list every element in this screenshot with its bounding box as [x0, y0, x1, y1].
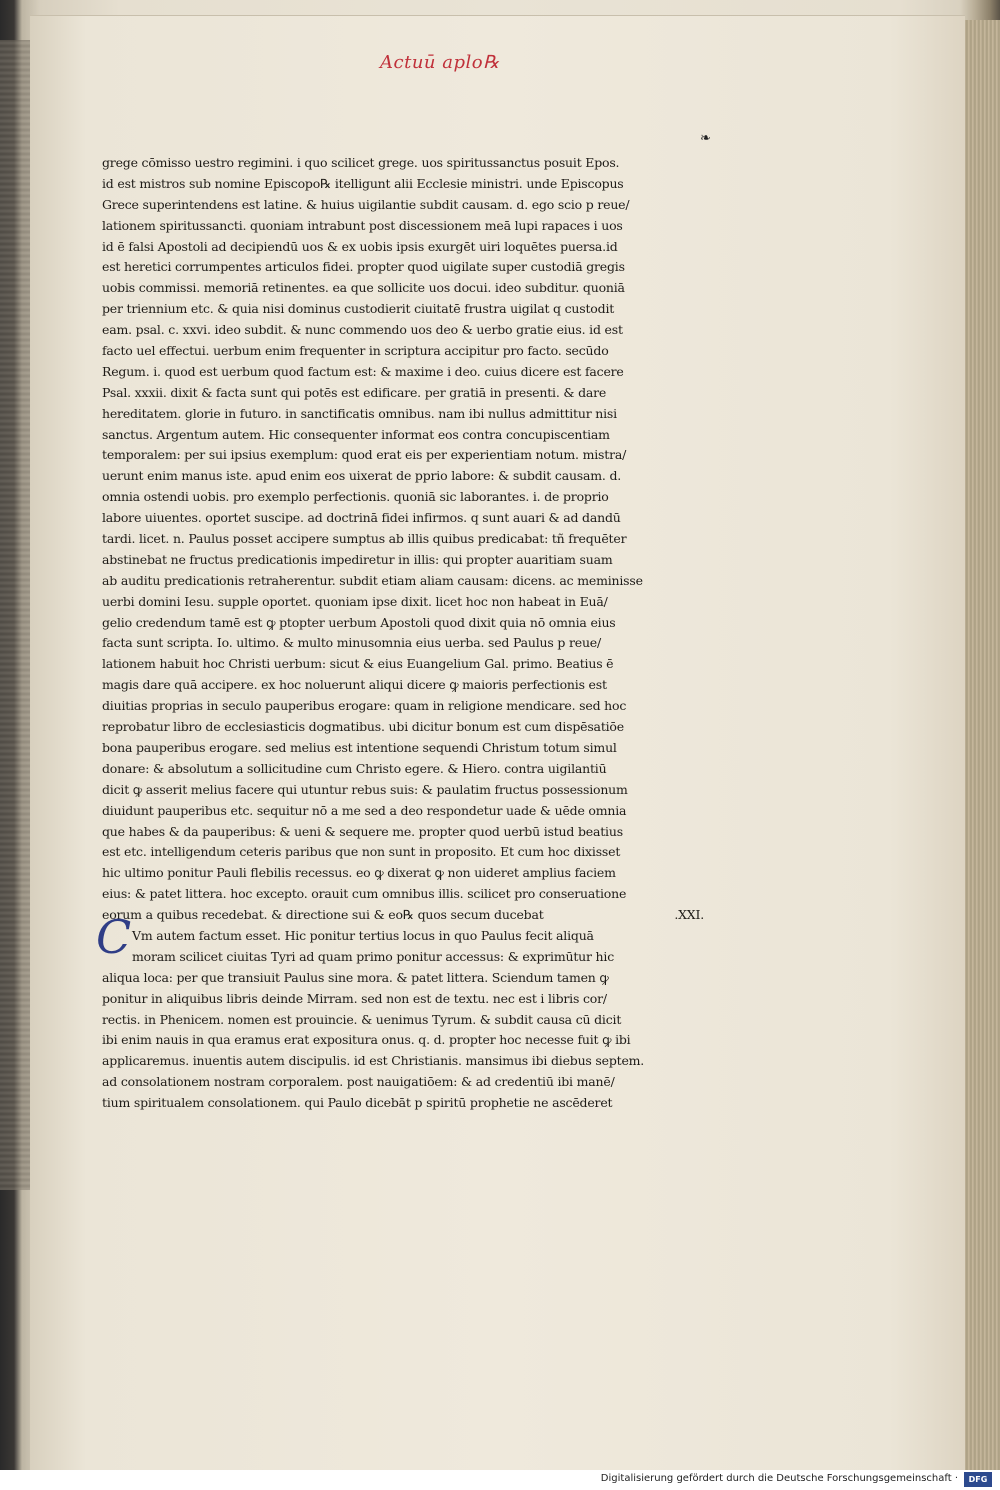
folio-mark: ❧: [700, 130, 711, 145]
text-line: abstinebat ne fructus predicationis impediretur in illis: qui propter auaritiam suam: [102, 551, 613, 567]
text-line: sanctus. Argentum autem. Hic consequenter informat eos contra concupiscentiam: [102, 426, 610, 442]
text-lines-after-chapter: [102, 926, 714, 1114]
text-line: labore uiuentes. oportet suscipe. ad doctrinā fidei infirmos. q sunt auari & ad dandū: [102, 510, 621, 526]
text-line: ad consolationem nostram corporalem. post nauigatiōem: & ad credentiū ibi manē/: [102, 1074, 615, 1090]
text-line: que habes & da pauperibus: & ueni & sequere me. propter quod uerbū istud beatius: [102, 823, 623, 839]
text-line: dicit ꝙ asserit melius facere qui utuntur rebus suis: & paulatim fructus possessionum: [102, 781, 628, 797]
text-line: per triennium etc. & quia nisi dominus custodierit ciuitatē frustra uigilat q custodit: [102, 301, 615, 317]
text-line: uerunt enim manus iste. apud enim eos uixerat de pprio labore: & subdit causam. d.: [102, 468, 622, 484]
text-line: hic ultimo ponitur Pauli flebilis recessus. eo ꝙ dixerat ꝙ non uideret amplius faciem: [102, 865, 616, 881]
text-line: omnia ostendi uobis. pro exemplo perfectionis. quoniā sic laborantes. i. de proprio: [102, 489, 609, 505]
chapter-line-text: eorum a quibus recedebat. & directione sui & eo℞ quos secum ducebat: [102, 907, 544, 923]
footer-credit: Digitalisierung gefördert durch die Deutsche Forschungsgemeinschaft ·: [600, 1473, 958, 1484]
text-line: Vm autem factum esset. Hic ponitur tertius locus in quo Paulus fecit aliquā: [132, 927, 594, 943]
text-line: Psal. xxxii. dixit & facta sunt qui potēs est edificare. per gratiā in presenti. & dare: [102, 384, 607, 400]
text-line: moram scilicet ciuitas Tyri ad quam primo ponitur accessus: & exprimūtur hic: [132, 948, 615, 964]
dfg-logo: DFG: [964, 1472, 992, 1487]
text-line: ab auditu predicationis retraherentur. subdit etiam aliam causam: dicens. ac meminisse: [102, 572, 643, 588]
text-line: facto uel effectui. uerbum enim frequenter in scriptura accipitur pro facto. secūdo: [102, 343, 609, 359]
text-lines-before-chapter: [102, 153, 714, 905]
text-line: aliqua loca: per que transiuit Paulus sine mora. & patet littera. Sciendum tamen ꝙ: [102, 969, 609, 985]
text-line: ibi enim nauis in qua eramus erat expositura onus. q. d. propter hoc necesse fuit ꝙ ibi: [102, 1032, 631, 1048]
text-line: reprobatur libro de ecclesiasticis dogmatibus. ubi dicitur bonum est cum dispēsatiōe: [102, 719, 624, 735]
chapter-number: .XXI.: [674, 907, 704, 923]
text-line: rectis. in Phenicem. nomen est prouincie. & uenimus Tyrum. & subdit causa cū dicit: [102, 1011, 622, 1027]
text-line: uobis commissi. memoriā retinentes. ea que sollicite uos docui. ideo subditur. quoniā: [102, 280, 625, 296]
text-line: est heretici corrumpentes articulos fidei. propter quod uigilate super custodiā gregis: [102, 259, 625, 275]
running-head: Actuū aplo℞: [380, 52, 500, 73]
text-line: applicaremus. inuentis autem discipulis. id est Christianis. mansimus ibi diebus septem.: [102, 1053, 645, 1069]
page-stack-edge: [965, 20, 1000, 1470]
text-line: donare: & absolutum a sollicitudine cum Christo egere. & Hiero. contra uigilantiū: [102, 760, 607, 776]
text-line: lationem spiritussancti. quoniam intrabunt post discessionem meā lupi rapaces i uos: [102, 217, 623, 233]
chapter-line: [102, 905, 714, 926]
text-line: id est mistros sub nomine Episcopo℞ itelligunt alii Ecclesie ministri. unde Episcopus: [102, 175, 624, 191]
text-line: hereditatem. glorie in futuro. in sanctificatis omnibus. nam ibi nullus admittitur nisi: [102, 405, 617, 421]
text-line: tardi. licet. n. Paulus posset accipere sumptus ab illis quibus predicabat: tñ frequēter: [102, 531, 627, 547]
text-line: ponitur in aliquibus libris deinde Mirram. sed non est de textu. nec est i libris cor/: [102, 990, 607, 1006]
text-line: eam. psal. c. xxvi. ideo subdit. & nunc commendo uos deo & uerbo gratie eius. id est: [102, 322, 623, 338]
text-line: lationem habuit hoc Christi uerbum: sicut & eius Euangelium Gal. primo. Beatius ē: [102, 656, 614, 672]
text-line: Grece superintendens est latine. & huius uigilantie subdit causam. d. ego scio p reue/: [102, 196, 630, 212]
text-line: magis dare quā accipere. ex hoc noluerunt aliqui dicere ꝙ maioris perfectionis est: [102, 677, 607, 693]
text-line: diuitias proprias in seculo pauperibus erogare: quam in religione mendicare. sed hoc: [102, 698, 627, 714]
text-line: temporalem: per sui ipsius exemplum: quod erat eis per experientiam notum. mistra/: [102, 447, 627, 463]
text-line: uerbi domini Iesu. supple oportet. quoniam ipse dixit. licet hoc non habeat in Euā/: [102, 593, 608, 609]
decorated-initial: C: [96, 910, 132, 964]
text-column: [102, 153, 714, 1114]
text-line: diuidunt pauperibus etc. sequitur nō a me sed a deo respondetur uade & uēde omnia: [102, 802, 627, 818]
text-line: bona pauperibus erogare. sed melius est intentione sequendi Christum totum simul: [102, 739, 617, 755]
text-line: gelio credendum tamē est ꝙ ptopter uerbum Apostoli quod dixit quia nō omnia eius: [102, 614, 616, 630]
text-line: eius: & patet littera. hoc excepto. orauit cum omnibus illis. scilicet pro conseruatione: [102, 886, 627, 902]
text-line: Regum. i. quod est uerbum quod factum est: & maxime i deo. cuius dicere est facere: [102, 363, 624, 379]
text-line: est etc. intelligendum ceteris paribus que non sunt in proposito. Et cum hoc dixisset: [102, 844, 621, 860]
text-line: tium spiritualem consolationem. qui Paulo dicebāt p spiritū prophetie ne ascēderet: [102, 1095, 613, 1111]
text-line: grege cōmisso uestro regimini. i quo scilicet grege. uos spiritussanctus posuit Epos.: [102, 155, 620, 170]
text-line: id ē falsi Apostoli ad decipiendū uos & ex uobis ipsis exurgēt uiri loquētes puersa.id: [102, 238, 618, 254]
text-line: facta sunt scripta. Io. ultimo. & multo minusomnia eius uerba. sed Paulus p reue/: [102, 635, 602, 651]
footer-bar: [0, 1470, 1000, 1490]
